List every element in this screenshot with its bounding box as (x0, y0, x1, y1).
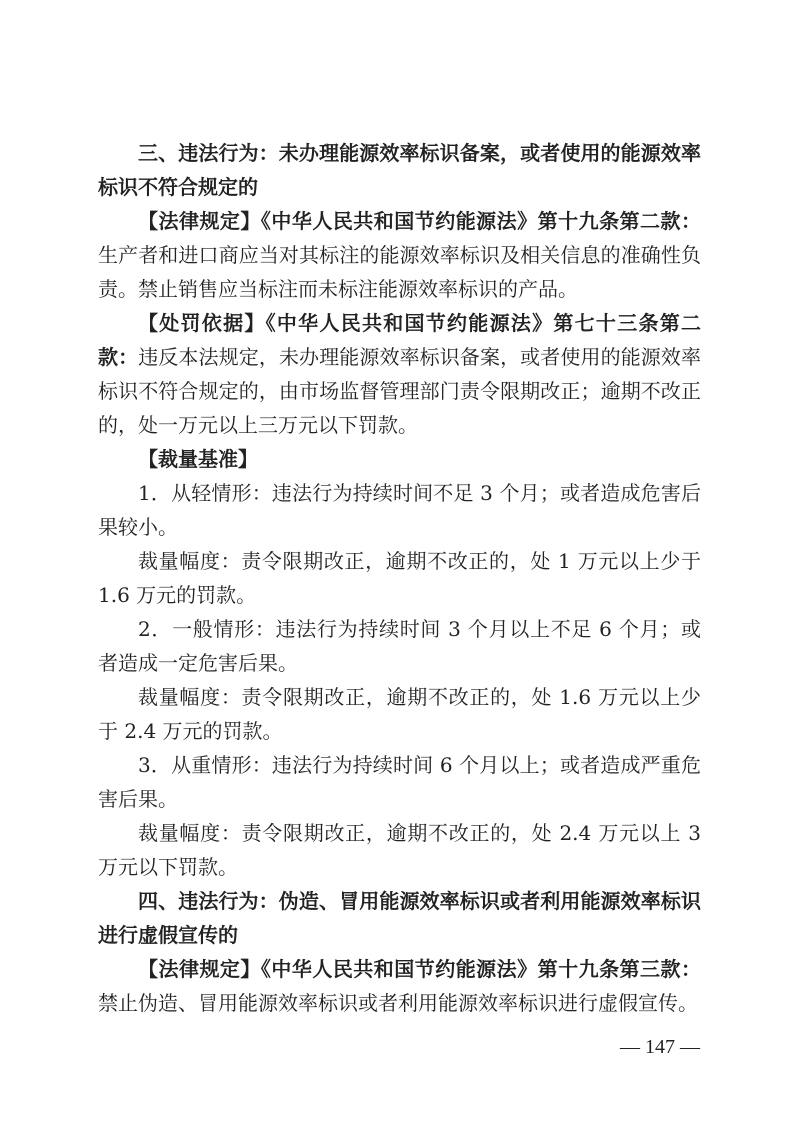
paragraph-general-case: 2．一般情形：违法行为持续时间 3 个月以上不足 6 个月；或者造成一定危害后果。 (98, 617, 701, 675)
document-body (98, 136, 701, 1020)
paragraph-heavy-case: 3．从重情形：违法行为持续时间 6 个月以上；或者造成严重危害后果。 (98, 753, 701, 811)
paragraph-light-case: 1．从轻情形：违法行为持续时间不足 3 个月；或者造成危害后果较小。 (98, 481, 701, 539)
paragraph-text: 违反本法规定，未办理能源效率标识备案，或者使用的能源效率标识不符合规定的，由市场监督管理部门责令限期改正；逾期不改正的，处一万元以上三万元以下罚款。 (98, 345, 702, 437)
paragraph-light-range: 裁量幅度：责令限期改正，逾期不改正的，处 1 万元以上少于 1.6 万元的罚款。 (98, 549, 701, 607)
paragraph-heavy-range: 裁量幅度：责令限期改正，逾期不改正的，处 2.4 万元以上 3 万元以下罚款。 (98, 821, 701, 879)
section-heading-3: 三、违法行为：未办理能源效率标识备案，或者使用的能源效率标识不符合规定的 (98, 141, 701, 199)
paragraph-lead: 【法律规定】《中华人民共和国节约能源法》第十九条第三款： (138, 957, 701, 981)
section-heading-4: 四、违法行为：伪造、冒用能源效率标识或者利用能源效率标识进行虚假宣传的 (98, 889, 701, 947)
paragraph-legal-provision (98, 204, 701, 306)
paragraph-lead: 【裁量基准】 (138, 447, 258, 471)
paragraph-general-range: 裁量幅度：责令限期改正，逾期不改正的，处 1.6 万元以上少于 2.4 万元的罚款。 (98, 685, 701, 743)
paragraph-text: 禁止伪造、冒用能源效率标识或者利用能源效率标识进行虚假宣传。 (98, 991, 698, 1015)
paragraph-lead: 【处罚依据】《中华人民共和国节约能源法》第七十三条第二款： (98, 311, 701, 369)
paragraph-legal-provision-2 (98, 952, 701, 1020)
paragraph-discretion-heading (98, 442, 701, 476)
paragraph-lead: 【法律规定】《中华人民共和国节约能源法》第十九条第二款： (138, 209, 701, 233)
paragraph-text: 生产者和进口商应当对其标注的能源效率标识及相关信息的准确性负责。禁止销售应当标注而未标注能源效率标识的产品。 (98, 243, 701, 301)
page-number: — 147 — (620, 1036, 700, 1058)
paragraph-penalty-basis (98, 306, 701, 442)
